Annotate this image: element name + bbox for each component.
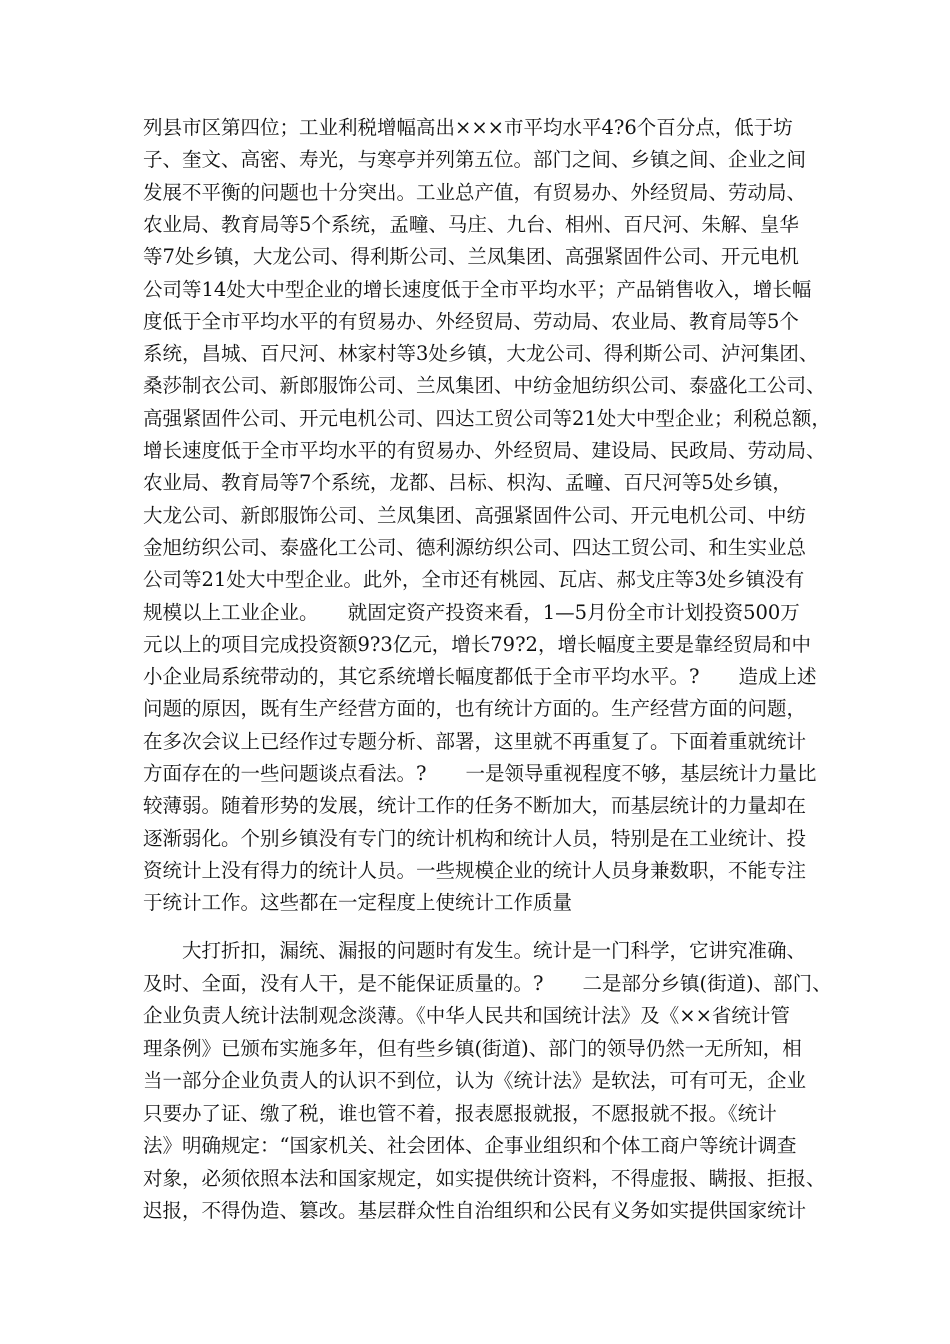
text-line: 度低于全市平均水平的有贸易办、外经贸局、劳动局、农业局、教育局等5个 [143,309,799,333]
text-line: 方面存在的一些问题谈点看法。? 一是领导重视程度不够，基层统计力量比 [143,762,817,785]
text-line: 系统，昌城、百尺河、林家村等3处乡镇，大龙公司、得利斯公司、泸河集团、 [143,342,819,366]
text-line: 于统计工作。这些都在一定程度上使统计工作质量 [143,891,573,915]
text-line: 金旭纺织公司、泰盛化工公司、德利源纺织公司、四达工贸公司、和生实业总 [143,535,807,559]
text-line: 资统计上没有得力的统计人员。一些规模企业的统计人员身兼数职，不能专注 [143,858,807,882]
text-line: 规模以上工业企业。 就固定资产投资来看，1—5月份全市计划投资500万 [143,600,800,624]
text-line: 发展不平衡的问题也十分突出。工业总产值，有贸易办、外经贸局、劳动局、 [143,180,807,204]
text-line: 大龙公司、新郎服饰公司、兰凤集团、高强紧固件公司、开元电机公司、中纺 [143,503,807,527]
text-line: 逐渐弱化。个别乡镇没有专门的统计机构和统计人员，特别是在工业统计、投 [143,826,807,850]
text-line: 大打折扣，漏统、漏报的问题时有发生。统计是一门科学，它讲究准确、 [143,939,807,962]
text-line: 法》明确规定：“国家机关、社会团体、企事业组织和个体工商户等统计调查 [143,1134,797,1157]
text-line: 列县市区第四位；工业利税增幅高出×××市平均水平4?6个百分点，低于坊 [143,116,793,139]
text-line: 公司等21处大中型企业。此外，全市还有桃园、瓦店、郝戈庄等3处乡镇没有 [143,568,805,592]
text-line: 问题的原因，既有生产经营方面的，也有统计方面的。生产经营方面的问题， [143,697,807,721]
text-line: 增长速度低于全市平均水平的有贸易办、外经贸局、建设局、民政局、劳动局、 [143,439,826,462]
text-line: 等7处乡镇，大龙公司、得利斯公司、兰凤集团、高强紧固件公司、开元电机 [143,245,799,269]
text-line: 只要办了证、缴了税，谁也管不着，报表愿报就报，不愿报就不报。《统计 [143,1101,777,1125]
text-line: 及时、全面，没有人干，是不能保证质量的。? 二是部分乡镇(街道)、部门、 [143,971,832,995]
text-line: 企业负责人统计法制观念淡薄。《中华人民共和国统计法》及《××省统计管 [143,1004,790,1027]
text-line: 高强紧固件公司、开元电机公司、四达工贸公司等21处大中型企业；利税总额， [143,406,831,430]
text-line: 当一部分企业负责人的认识不到位，认为《统计法》是软法，可有可无，企业 [143,1069,807,1092]
text-line: 对象，必须依照本法和国家规定，如实提供统计资料，不得虚报、瞒报、拒报、 [143,1166,826,1190]
text-line: 小企业局系统带动的，其它系统增长幅度都低于全市平均水平。? 造成上述 [143,665,817,689]
text-line: 元以上的项目完成投资额9?3亿元，增长79?2，增长幅度主要是靠经贸局和中 [143,632,811,656]
text-line: 在多次会议上已经作过专题分析、部署，这里就不再重复了。下面着重就统计 [143,729,807,753]
text-line: 农业局、教育局等5个系统，孟疃、马庄、九台、相州、百尺河、朱解、皇华 [143,212,799,236]
text-line: 桑莎制衣公司、新郎服饰公司、兰凤集团、中纺金旭纺织公司、泰盛化工公司、 [143,374,826,398]
text-line: 公司等14处大中型企业的增长速度低于全市平均水平；产品销售收入，增长幅 [143,277,812,301]
text-line: 理条例》已颁布实施多年，但有些乡镇(街道)、部门的领导仍然一无所知，相 [143,1036,802,1060]
text-line: 农业局、教育局等7个系统，龙都、吕标、枳沟、孟疃、百尺河等5处乡镇， [143,471,792,495]
text-line: 子、奎文、高密、寿光，与寒亭并列第五位。部门之间、乡镇之间、企业之间 [143,148,807,172]
text-line: 较薄弱。随着形势的发展，统计工作的任务不断加大，而基层统计的力量却在 [143,794,807,818]
text-line: 迟报，不得伪造、篡改。基层群众性自治组织和公民有义务如实提供国家统计 [143,1199,807,1222]
